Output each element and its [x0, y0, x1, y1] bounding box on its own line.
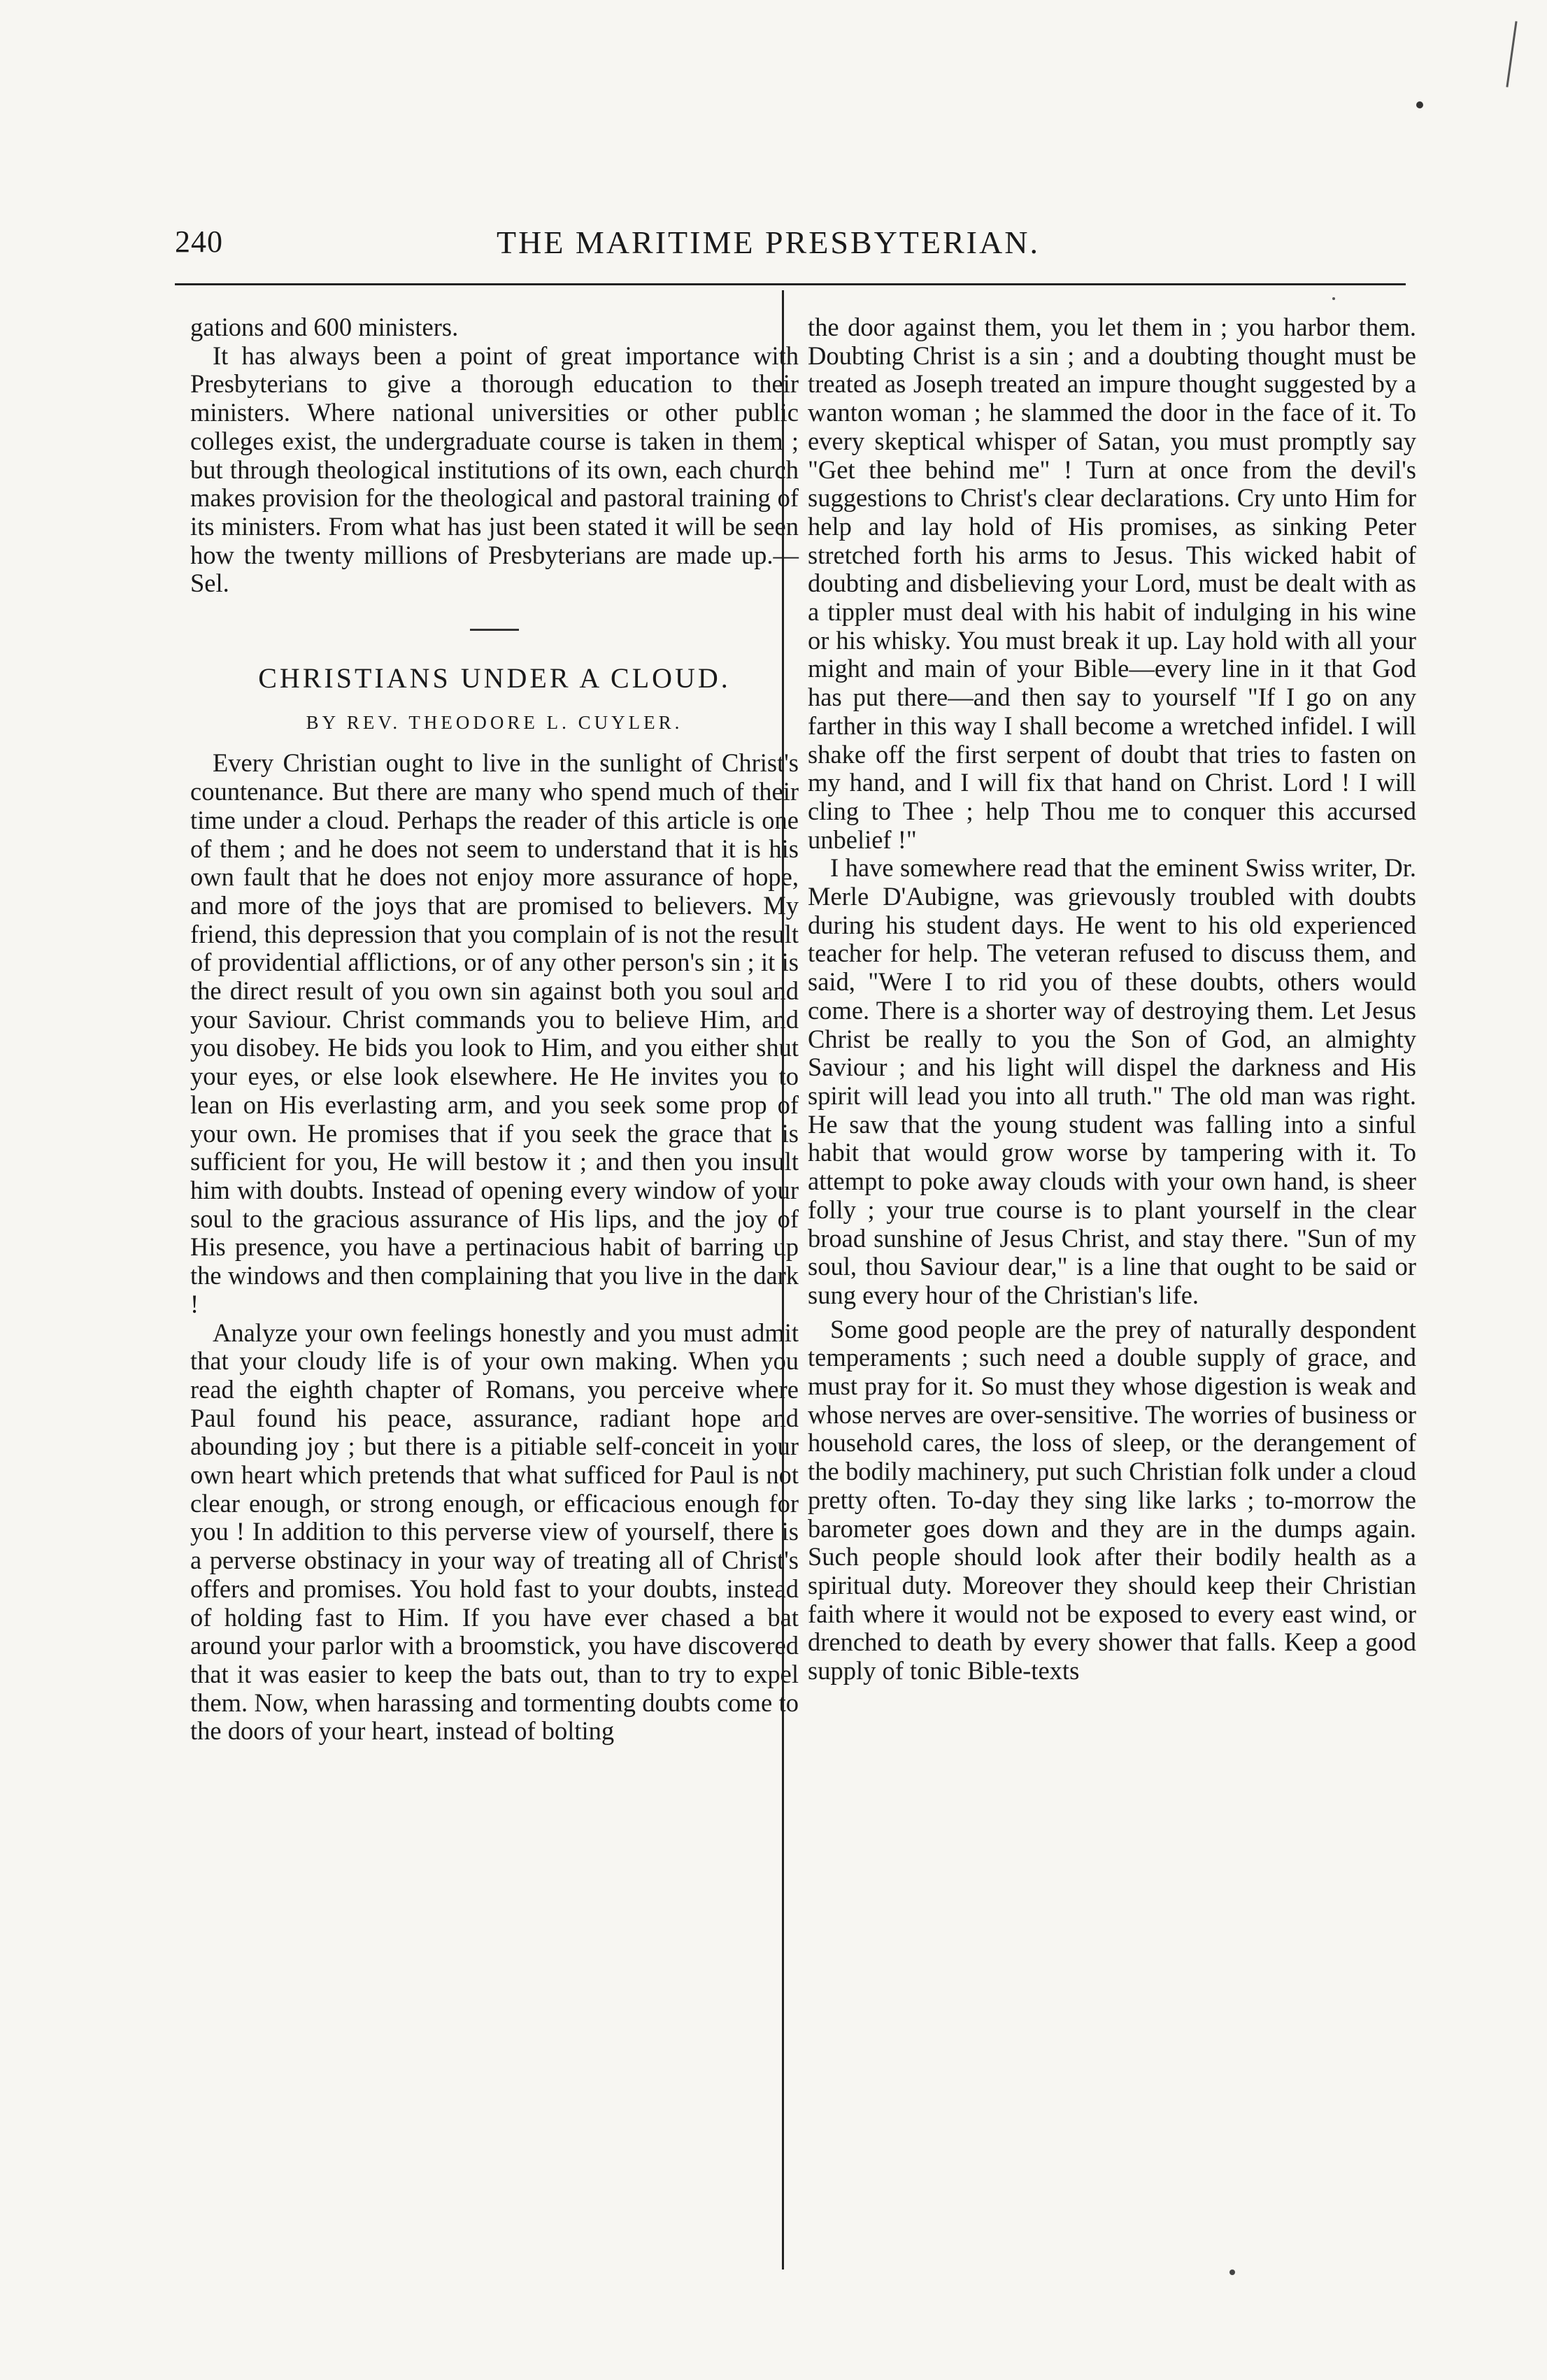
continued-paragraph: the door against them, you let them in ; you harbor them. Doubting Christ is a sin ; and a doubting thought must be treated as Joseph treated an impure thought suggested by a wanton woman ; he slammed the door in the face of it. To every skeptical whisper of Satan, you must promptly say "Get thee behind me" ! Turn at once from the devil's suggestions to Christ's clear declarations. Cry unto Him for help and lay hold of His promises, as sinking Peter stretched forth his arms to Jesus. This wicked habit of doubting and disbelieving your Lord, must be dealt with as a tippler must deal with his habit of indulging in his wine or his whisky. You must break it up. Lay hold with all your might and main of your Bible—every line in it that God has put there—and then say to yourself "If I go on any farther in this way I shall become a wretched infidel. I will shake off the first serpent of doubt that tries to fasten on my hand, and I will fix that hand on Christ. Lord ! I will cling to Thee ; help Thou me to conquer this accursed unbelief !"	[808, 313, 1416, 854]
margin-ink-speck	[1332, 297, 1335, 300]
margin-ink-dot	[1416, 101, 1423, 108]
paragraph: Some good people are the prey of naturally despondent temperaments ; such need a double supply of grace, and must pray for it. So must they whose digestion is weak and whose nerves are over-sensitive. The worries of business or household cares, the loss of sleep, or the derangement of the bodily machinery, put such Christian folk under a cloud pretty often. To-day they sing like larks ; to-morrow the barometer goes down and they are in the dumps again. Such people should look after their bodily health as a spiritual duty. Moreover they should keep their Christian faith where it would not be exposed to every east wind, or drenched to death by every shower that falls. Keep a good supply of tonic Bible-texts	[808, 1314, 1416, 1686]
running-title: THE MARITIME PRESBYTERIAN.	[497, 225, 1040, 260]
paragraph: I have somewhere read that the eminent Swiss writer, Dr. Merle D'Aubigne, was grievously troubled with doubts during his student days. He went to his old experienced teacher for help. The veteran refused to discuss them, and said, "Were I to rid you of these doubts, others would come. There is a shorter way of destroying them. Let Jesus Christ be really to you the Son of God, an almighty Saviour ; and his light will dispel the darkness and His spirit will lead you into all truth." The old man was right. He saw that the young student was falling into a sinful habit that would grow worse by tampering with it. To attempt to poke away clouds with your own hand, is sheer folly ; your true course is to plant yourself in the clear broad sunshine of Jesus Christ, and stay there. "Sun of my soul, thou Saviour dear," is a line that ought to be said or sung every hour of the Christian's life.	[808, 853, 1416, 1309]
right-column	[808, 313, 1416, 1686]
continued-paragraph: gations and 600 ministers.	[190, 313, 459, 341]
bottom-ink-speck	[1229, 2269, 1235, 2275]
section-separator	[470, 629, 519, 631]
page-number: 240	[175, 225, 223, 259]
header-rule	[175, 283, 1406, 285]
margin-pen-stroke	[1506, 21, 1517, 87]
article-title: CHRISTIANS UNDER A CLOUD.	[258, 662, 731, 694]
article-byline: BY REV. THEODORE L. CUYLER.	[306, 711, 683, 733]
paragraph: Every Christian ought to live in the sunlight of Christ's countenance. But there are many who spend much of their time under a cloud. Perhaps the reader of this article is one of them ; and he does not seem to understand that it is his own fault that he does not enjoy more assurance of hope, and more of the joys that are promised to believers. My friend, this depression that you complain of is not the result of providential afflictions, or of any other person's sin ; it is the direct result of you own sin against both you soul and your Saviour. Christ commands you to believe Him, and you disobey. He bids you look to Him, and you either shut your eyes, or else look elsewhere. He He invites you to lean on His everlasting arm, and you seek some prop of your own. He promises that if you seek the grace that is sufficient for you, He will bestow it ; and then you insult him with doubts. Instead of opening every window of your soul to the gracious assurance of His lips, and the joy of His presence, you have a pertinacious habit of barring up the windows and then complaining that you live in the dark !	[190, 748, 799, 1318]
left-column	[190, 313, 799, 1746]
page-header	[175, 224, 1406, 273]
paragraph: Analyze your own feelings honestly and you must admit that your cloudy life is of your own making. When you read the eighth chapter of Romans, you perceive where Paul found his peace, assurance, radiant hope and abounding joy ; but there is a pitiable self-conceit in your own heart which pretends that what sufficed for Paul is not clear enough, or strong enough, or efficacious enough for you ! In addition to this perverse view of yourself, there is a perverse obstinacy in your way of treating all of Christ's offers and promises. You hold fast to your doubts, instead of holding fast to Him. If you have ever chased a bat around your parlor with a broomstick, you have discovered that it was easier to keep the bats out, than to try to expel them. Now, when harassing and tormenting doubts come to the doors of your heart, instead of bolting	[190, 1318, 799, 1746]
paragraph: It has always been a point of great importance with Presbyterians to give a thorough education to their ministers. Where national universities or other public colleges exist, the undergraduate course is taken in them ; but through theological institutions of its own, each church makes provision for the theological and pastoral training of its ministers. From what has just been stated it will be seen how the twenty millions of Presbyterians are made up.—Sel.	[190, 341, 799, 598]
